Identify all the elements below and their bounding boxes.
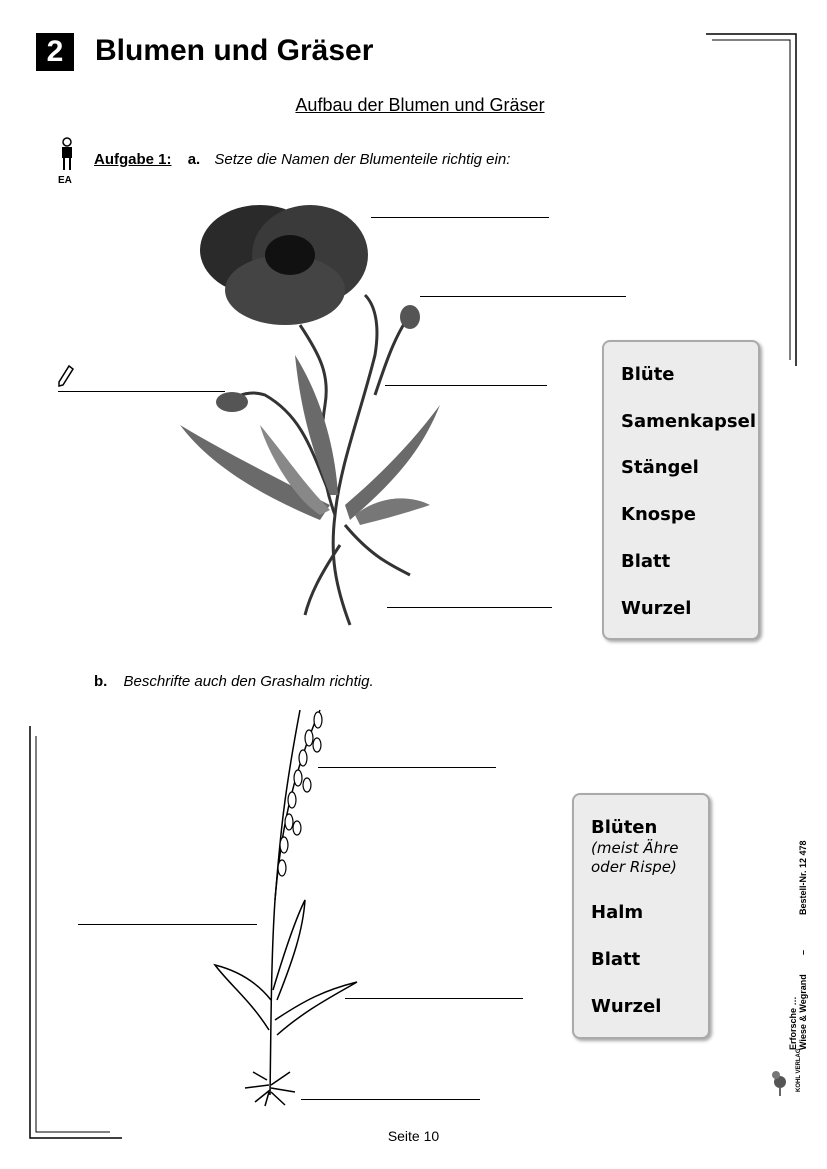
poppy-illustration (170, 195, 450, 630)
person-icon (58, 137, 76, 173)
publisher-logo (768, 1040, 808, 1098)
word-bluete: Blüte (621, 364, 675, 385)
answer-line[interactable] (385, 385, 547, 386)
word-blatt: Blatt (591, 949, 641, 970)
grass-illustration (205, 700, 365, 1110)
answer-line[interactable] (58, 391, 225, 392)
word-knospe: Knospe (621, 504, 696, 525)
word-blueten-note-2: oder Rispe) (591, 858, 677, 876)
task-1-heading (94, 151, 510, 168)
sidebar-line2: Wiese & Wegrand (798, 974, 808, 1050)
word-blueten: Blüten (591, 817, 658, 838)
ea-label: EA (58, 175, 72, 186)
chapter-number-badge: 2 (36, 33, 74, 71)
sidebar-line1: Erforsche … (788, 996, 798, 1050)
answer-line[interactable] (318, 767, 496, 768)
word-blatt: Blatt (621, 551, 671, 572)
word-samenkapsel: Samenkapsel (621, 411, 756, 432)
section-subtitle: Aufbau der Blumen und Gräser (295, 95, 545, 115)
answer-line[interactable] (420, 296, 626, 297)
answer-line[interactable] (345, 998, 523, 999)
corner-frame-bottom-left (26, 722, 126, 1142)
answer-line[interactable] (371, 217, 549, 218)
task-b-heading (94, 673, 374, 690)
pencil-icon (58, 364, 74, 388)
task-instruction-a: Setze die Namen der Blumenteile richtig ein: (214, 151, 511, 168)
sidebar-order-number: Bestell-Nr. 12 478 (798, 840, 808, 915)
answer-line[interactable] (301, 1099, 480, 1100)
word-wurzel: Wurzel (621, 598, 692, 619)
word-wurzel: Wurzel (591, 996, 662, 1017)
word-staengel: Stängel (621, 457, 699, 478)
flower-word-box (602, 340, 760, 640)
word-blueten-note-1: (meist Ähre (591, 839, 679, 857)
sidebar-separator: – (798, 949, 808, 955)
task-label: Aufgabe 1: (94, 151, 172, 168)
page-title: Blumen und Gräser (95, 34, 374, 67)
task-instruction-b: Beschrifte auch den Grashalm richtig. (123, 673, 374, 690)
publisher-name: KOHL VERLAG (796, 1048, 802, 1092)
answer-line[interactable] (78, 924, 257, 925)
word-halm: Halm (591, 902, 644, 923)
grass-word-box (572, 793, 710, 1039)
task-part-b: b. (94, 673, 108, 690)
page-number: Seite 10 (387, 1128, 440, 1144)
corner-frame-top-right (700, 30, 800, 370)
answer-line[interactable] (387, 607, 552, 608)
task-part-a: a. (187, 151, 201, 168)
